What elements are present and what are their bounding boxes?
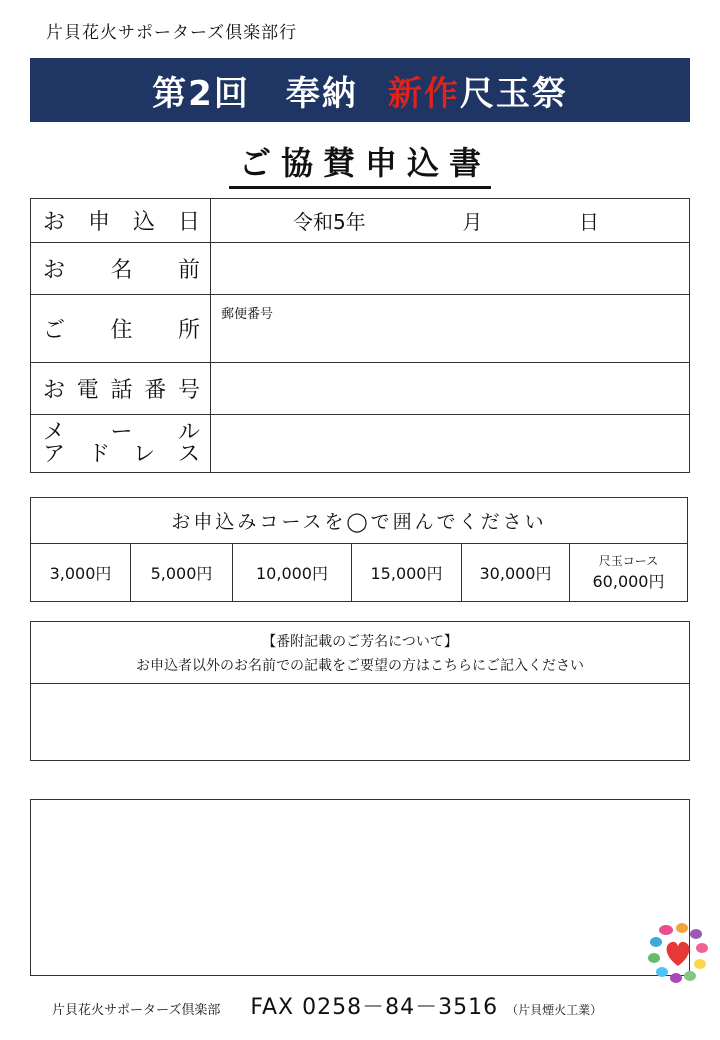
footer-fax: FAX 0258－84－3516	[250, 995, 499, 1020]
footer-maker: （片貝煙火工業）	[506, 1003, 603, 1017]
email-label	[31, 415, 211, 473]
name-label	[31, 243, 211, 295]
email-field[interactable]	[211, 415, 690, 473]
address-label	[31, 295, 211, 363]
application-table	[30, 198, 690, 473]
course-option-5000[interactable]: 5,000円	[131, 544, 233, 602]
date-row	[31, 199, 690, 243]
label-char: ー	[110, 419, 133, 445]
form-title-text: ご協賛申込書	[229, 138, 491, 189]
name-field[interactable]	[211, 243, 690, 295]
label-char: 話	[110, 378, 133, 403]
event-title-banner	[30, 58, 690, 122]
event-title-highlight: 新作	[387, 73, 460, 114]
publisher-address-line: 片貝花火サポーターズ倶楽部行	[46, 23, 298, 43]
phone-field[interactable]	[211, 363, 690, 415]
label-char: お	[43, 210, 66, 235]
label-char: 号	[177, 378, 200, 403]
form-title	[0, 138, 720, 189]
label-char: 前	[177, 258, 200, 283]
date-field[interactable]	[211, 199, 690, 243]
nameplate-input[interactable]	[31, 684, 690, 761]
nameplate-heading	[31, 622, 690, 684]
course-option-30000[interactable]: 30,000円	[462, 544, 570, 602]
label-char: 電	[76, 378, 99, 403]
course-option-shakudama[interactable]	[570, 544, 688, 602]
address-row	[31, 295, 690, 363]
label-char: 番	[144, 378, 167, 403]
course-table	[30, 497, 688, 602]
label-char: ご	[43, 318, 66, 343]
event-title	[152, 66, 568, 115]
footer	[52, 990, 602, 1021]
label-char: 日	[177, 210, 200, 235]
label-char: ア	[43, 441, 66, 467]
date-month: 月	[462, 210, 483, 234]
course-option-15000[interactable]: 15,000円	[352, 544, 462, 602]
label-char: 所	[177, 318, 200, 343]
footer-org: 片貝花火サポーターズ倶楽部	[52, 1003, 221, 1018]
label-char: 申	[87, 210, 110, 235]
date-era: 令和5年	[293, 210, 366, 234]
colorful-heart-logo-icon	[646, 920, 710, 984]
special-course-price: 60,000円	[592, 572, 665, 591]
email-row	[31, 415, 690, 473]
label-char: 名	[110, 258, 133, 283]
name-row	[31, 243, 690, 295]
event-title-tail: 尺玉祭	[459, 73, 568, 114]
label-char: 込	[132, 210, 155, 235]
label-char: お	[43, 258, 66, 283]
phone-row	[31, 363, 690, 415]
course-option-10000[interactable]: 10,000円	[233, 544, 352, 602]
event-title-main: 第2回 奉納	[152, 73, 358, 114]
address-field[interactable]	[211, 295, 690, 363]
label-char: レ	[132, 441, 155, 467]
course-option-3000[interactable]: 3,000円	[31, 544, 131, 602]
course-heading: お申込みコースを◯で囲んでください	[31, 498, 688, 544]
nameplate-table	[30, 621, 690, 761]
label-char: 住	[110, 318, 133, 343]
label-char: ル	[177, 419, 200, 445]
date-day: 日	[578, 210, 599, 234]
postal-code-label: 郵便番号	[221, 307, 274, 322]
label-char: ド	[87, 441, 110, 467]
label-char: お	[43, 378, 66, 403]
nameplate-title: 【番附記載のご芳名について】	[262, 633, 458, 650]
free-text-box[interactable]	[30, 799, 690, 976]
nameplate-instructions: お申込者以外のお名前での記載をご要望の方はこちらにご記入ください	[136, 657, 584, 674]
special-course-name: 尺玉コース	[598, 554, 659, 568]
label-char: ス	[177, 441, 200, 467]
date-label	[31, 199, 211, 243]
label-char: メ	[43, 419, 66, 445]
phone-label	[31, 363, 211, 415]
